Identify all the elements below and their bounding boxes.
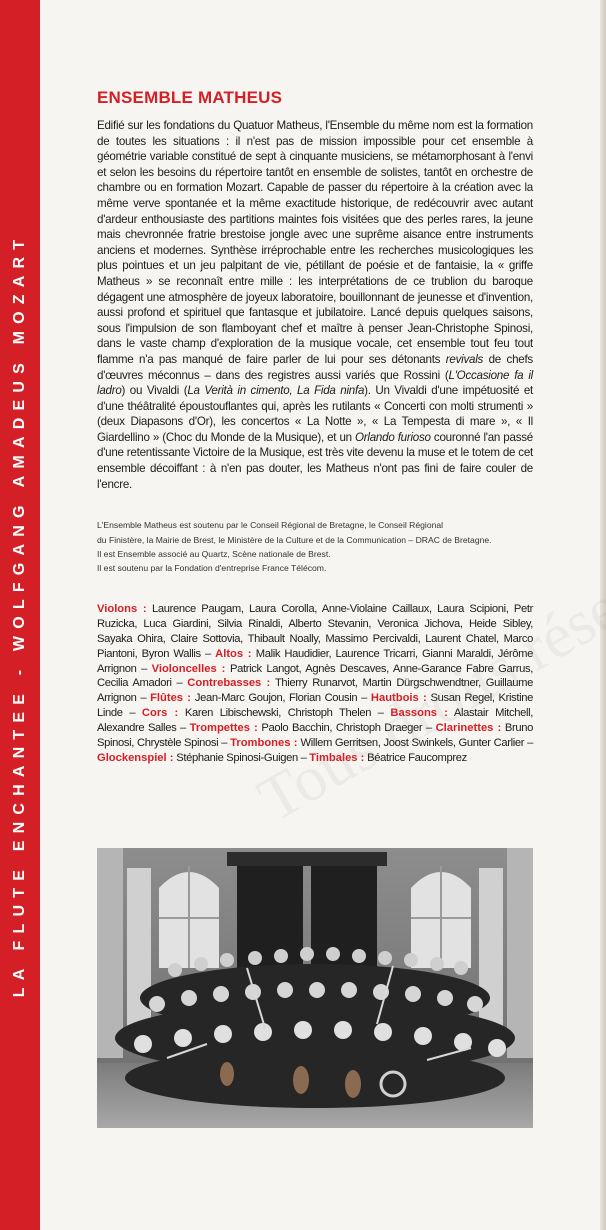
section-names: Béatrice Faucomprez (364, 751, 467, 764)
support-note (97, 518, 533, 576)
text-segment: ) ou Vivaldi ( (121, 384, 188, 398)
section-names: Alastair Mitchell, Alexandre Salles – (97, 707, 533, 735)
section-names: Patrick Langot, Agnès Descaves, Anne-Garance Fabre Garrus, Cecilia Amadori – (97, 662, 533, 690)
section-label: Contrebasses : (187, 677, 271, 690)
text-segment: ). Un Vivaldi d'une impétuosité et d'une théâtralité époustouflantes qui, après les rutilants « Concerti con molti strumenti » (deux Diapasons d'Or), les concertos « La Notte », « La Tempesta di mare », « Il Giardellino » (Choc du Monde de la Musique), et un (97, 384, 533, 444)
section-label: Timbales : (309, 751, 365, 764)
page-title: ENSEMBLE MATHEUS (97, 88, 283, 107)
section-names: Laurence Paugam, Laura Corolla, Anne-Violaine Caillaux, Laura Scipioni, Petr Ruzicka, Luca Giardini, Silvia Rinaldi, Alberto Stevanin, Veronica Jichova, Heide Sibley, Sayaka Ohira, Claire Sottovia, Thibault Noally, Massimo Percivaldi, Laurent Chatel, Marco Piantoni, Byron Wallis – (97, 602, 533, 660)
section-label: Bassons : (390, 707, 448, 720)
italic-term: revivals (445, 352, 484, 366)
section-label: Trombones : (230, 737, 298, 750)
italic-title: La Verità in cimento, La Fida ninfa (187, 384, 365, 398)
support-line: Il est Ensemble associé au Quartz, Scène nationale de Brest. (97, 549, 331, 560)
support-line: du Finistère, la Mairie de Brest, le Ministère de la Culture et de la Communication – DRAC de Bretagne. (97, 534, 492, 545)
section-names: Malik Haudidier, Laurence Tricarri, Gianni Maraldi, Jérôme Arrignon – (97, 647, 534, 675)
section-label: Clarinettes : (435, 722, 502, 735)
section-names: Willem Gerritsen, Joost Swinkels, Gunter Carlier – (297, 737, 533, 750)
page-edge (600, 0, 606, 1230)
section-names: Susan Regel, Kristine Linde – (97, 692, 533, 720)
side-title: LA FLUTE ENCHANTEE - WOLFGANG AMADEUS MOZART (11, 232, 28, 998)
group-photo-image (97, 848, 533, 1128)
support-line: Il est soutenu par la Fondation d'entreprise France Télécom. (97, 563, 327, 574)
ensemble-group-photo (97, 848, 533, 1128)
section-names: Thierry Runarvot, Martin Dürgschwendtner, Guillaume Arrignon – (97, 677, 533, 705)
support-line: L'Ensemble Matheus est soutenu par le Conseil Régional de Bretagne, le Conseil Régional (97, 520, 444, 531)
section-names: Paolo Bacchin, Christoph Draeger – (257, 722, 436, 735)
section-label: Cors : (141, 707, 179, 720)
text-segment: Edifié sur les fondations du Quatuor Matheus, l'Ensemble du même nom est la formation de toutes les situations : il n'est pas de mission impossible pour cet ensemble à géométrie variable constitué de sept à cinquante musiciens, se métamorphosant à l'envi et selon les besoins du répertoire tantôt en ensemble de solistes, tantôt en orchestre de chambre ou en formation Mozart. Capable de passer du répertoire à la création avec la même verve spontanée et la même exactitude historique, de redécouvrir avec autant d'ardeur enthousiaste des partitions maintes fois visitées que des perles rares, la jeune mais chevronnée fratrie brestoise jongle avec une suprême aisance entre instruments anciens et modernes. Synthèse irréprochable entre les recherches musicologiques les plus pointues et un jeu palpitant de vie, pétillant de poésie et de fantaisie, la « griffe Matheus » se reconnaît entre mille : les interprétations de ce trublion du baroque dégagent une atmosphère de joyeux laboratoire, bouillonnant de jeunesse et d'invention, aussi profond et spirituel que fantasque et jubilatoire. Lancé depuis quelques saisons, sous l'impulsion de son flamboyant chef et maître à penser Jean-Christophe Spinosi, dans le vaste champ d'exploration de la musique vocale, cet ensemble tout feu tout flamme n'a pas manqué de faire parler de lui pour ses détonants (97, 119, 533, 366)
section-label: Violoncelles : (151, 662, 226, 675)
section-label: Altos : (215, 647, 252, 660)
section-names: Karen Libischewski, Christoph Thelen – (178, 707, 391, 720)
italic-title: L'Occasione fa il ladro (97, 368, 533, 398)
section-label: Glockenspiel : (97, 751, 174, 764)
section-label: Trompettes : (189, 722, 258, 735)
italic-title: Orlando furioso (355, 430, 431, 444)
section-names: Stéphanie Spinosi-Guigen – (173, 751, 310, 764)
text-segment: de chefs d'œuvres méconnus – dans des registres aussi variés que Rossini ( (97, 352, 533, 382)
content (97, 88, 533, 777)
section-label: Violons : (97, 602, 147, 615)
musician-list (97, 602, 533, 766)
text-segment: couronné l'an passé d'une retentissante Victoire de la Musique, est très vite devenu la muse et le totem de cet ensemble décoiffant : à n'en pas douter, les Matheus n'ont pas fini de faire couler de l'encre. (97, 430, 533, 491)
ensemble-description (97, 118, 533, 492)
section-names: Jean-Marc Goujon, Florian Cousin – (190, 692, 371, 705)
section-label: Hautbois : (370, 692, 427, 705)
section-names: Bruno Spinosi, Chrystèle Spinosi – (97, 722, 534, 750)
side-band (0, 0, 40, 1230)
section-label: Flûtes : (150, 692, 191, 705)
